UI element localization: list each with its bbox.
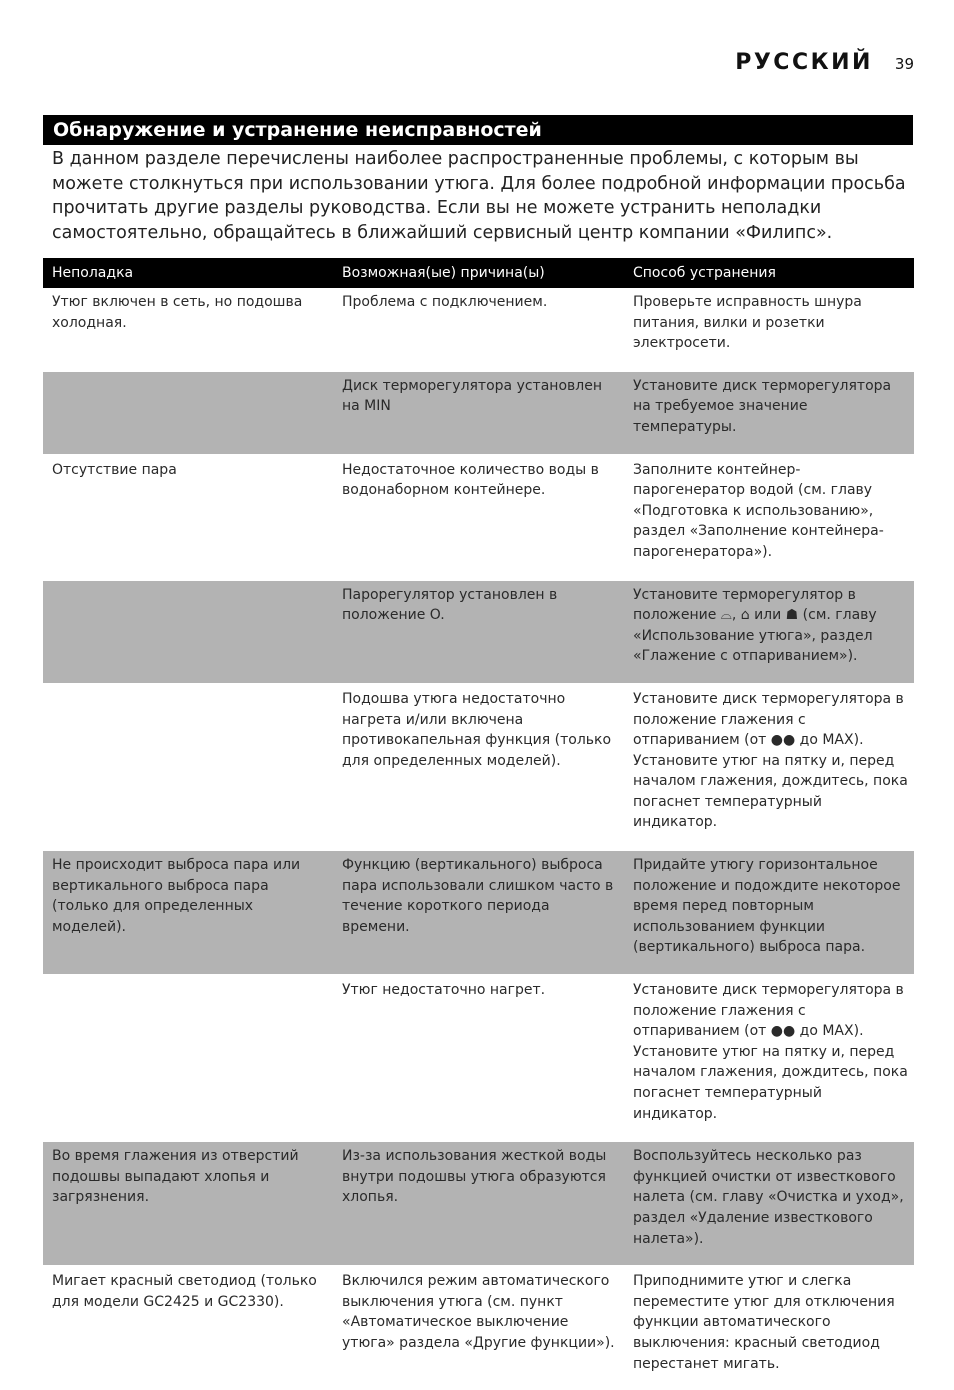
cause-cell: Функцию (вертикального) выброса пара использовали слишком часто в течение короткого периода времени. (333, 850, 624, 975)
troubleshooting-table (43, 258, 914, 1390)
table-row (43, 371, 914, 455)
problem-cell: Не происходит выброса пара или вертикального выброса пара (только для определенных моделей). (43, 850, 333, 975)
language-title: РУССКИЙ (735, 50, 873, 75)
solution-cell: Установите терморегулятор в положение ⌓, ⌂ или ☗ (см. главу «Использование утюга», раздел «Глажение с отпариванием»). (624, 580, 914, 684)
page-header (735, 50, 914, 80)
header-cause: Возможная(ые) причина(ы) (333, 258, 624, 288)
cause-cell: Диск терморегулятора установлен на MIN (333, 371, 624, 455)
header-solution: Способ устранения (624, 258, 914, 288)
cause-cell: Включился режим автоматического выключения утюга (см. пункт «Автоматическое выключение утюга» раздела «Другие функции»). (333, 1266, 624, 1390)
solution-cell: Установите диск терморегулятора на требуемое значение температуры. (624, 371, 914, 455)
problem-cell (43, 371, 333, 455)
cause-cell: Проблема с подключением. (342, 294, 548, 310)
intro-paragraph: В данном разделе перечислены наиболее распространенные проблемы, с которым вы можете столкнуться при использовании утюга. Для более подробной информации просьба прочитать другие разделы руководства. Если вы не можете устранить неполадки самостоятельно, обращайтесь в ближайший сервисный центр компании «Филипс». (52, 149, 906, 243)
problem-cell (43, 580, 333, 684)
section-title: Обнаружение и устранение неисправностей (43, 115, 913, 145)
table-row (43, 684, 914, 850)
solution-cell: Приподнимите утюг и слегка переместите утюг для отключения функции автоматического выключения: красный светодиод перестанет мигать. (624, 1266, 914, 1390)
problem-cell (43, 975, 333, 1141)
table-row (43, 975, 914, 1141)
table-row (43, 1141, 914, 1266)
problem-cell: Мигает красный светодиод (только для модели GC2425 и GC2330). (43, 1266, 333, 1390)
problem-cell: Утюг включен в сеть, но подошва холодная. (52, 294, 303, 331)
header-problem: Неполадка (43, 258, 333, 288)
solution-cell: Установите диск терморегулятора в положение глажения с отпариванием (от ●● до MAX). Установите утюг на пятку и, перед началом глажения, дождитесь, пока погаснет температурный индикатор. (624, 684, 914, 850)
problem-cell (43, 684, 333, 850)
solution-cell: Установите диск терморегулятора в положение глажения с отпариванием (от ●● до MAX). Установите утюг на пятку и, перед началом глажения, дождитесь, пока погаснет температурный индикатор. (624, 975, 914, 1141)
table-row (43, 580, 914, 684)
cause-cell: Из-за использования жесткой воды внутри подошвы утюга образуются хлопья. (333, 1141, 624, 1266)
table-row (43, 1266, 914, 1390)
cause-cell: Парорегулятор установлен в положение O. (333, 580, 624, 684)
table-row (43, 288, 914, 371)
solution-cell: Воспользуйтесь несколько раз функцией очистки от известкового налета (см. главу «Очистка и уход», раздел «Удаление известкового налета»). (624, 1141, 914, 1266)
problem-cell: Во время глажения из отверстий подошвы выпадают хлопья и загрязнения. (43, 1141, 333, 1266)
cause-cell: Подошва утюга недостаточно нагрета и/или включена противокапельная функция (только для определенных моделей). (333, 684, 624, 850)
solution-cell: Проверьте исправность шнура питания, вилки и розетки электросети. (633, 294, 862, 352)
table-row (43, 455, 914, 580)
page-number: 39 (894, 55, 914, 73)
solution-cell: Заполните контейнер-парогенератор водой (см. главу «Подготовка к использованию», раздел «Заполнение контейнера-парогенератора»). (624, 455, 914, 580)
cause-cell: Утюг недостаточно нагрет. (333, 975, 624, 1141)
table-header-row (43, 258, 914, 288)
cause-cell: Недостаточное количество воды в водонаборном контейнере. (333, 455, 624, 580)
solution-cell: Придайте утюгу горизонтальное положение и подождите некоторое время перед повторным использованием функции (вертикального) выброса пара. (624, 850, 914, 975)
problem-cell: Отсутствие пара (43, 455, 333, 580)
table-row (43, 850, 914, 975)
